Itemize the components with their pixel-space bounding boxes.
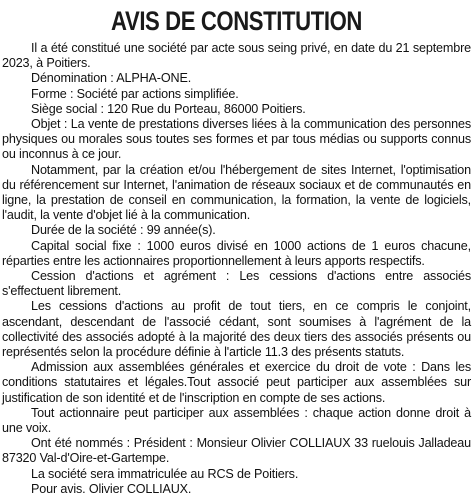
paragraph-immatriculation: La société sera immatriculée au RCS de Poitiers. <box>31 466 299 481</box>
notice-title: AVIS DE CONSTITUTION <box>111 6 362 36</box>
paragraph-capital: Capital social fixe : 1000 euros divisé en 1000 actions de 1 euros chacune, réparties entre les actionnaires proportionnellement à leurs apports respectifs. <box>2 238 471 268</box>
paragraph-siege-social: Siège social : 120 Rue du Porteau, 86000 Poitiers. <box>31 101 306 116</box>
notice-body <box>2 41 471 497</box>
paragraph-denomination: Dénomination : ALPHA-ONE. <box>31 71 192 86</box>
paragraph-duree: Durée de la société : 99 année(s). <box>31 223 216 238</box>
paragraph-constitution: Il a été constitué une société par acte sous seing privé, en date du 21 septembre 2023, à Poitiers. <box>2 41 471 71</box>
paragraph-cessions-tiers: Les cessions d'actions au profit de tout tiers, en ce compris le conjoint, ascendant, descendant de l'associé cédant, sont soumises à l'agrément de la collectivité des associés adopté à la majorité des deux tiers des associés présents ou représentés selon la procédure définie à l'article 11.3 des présents statuts. <box>2 299 471 360</box>
paragraph-droit-vote: Tout actionnaire peut participer aux assemblées : chaque action donne droit à une voix. <box>2 405 471 436</box>
paragraph-objet: Objet : La vente de prestations diverses liées à la communication des personnes physiques ou morales sous toutes ses formes et par tous médias ou supports connus ou inconnus à ce jour. <box>2 117 471 162</box>
paragraph-pour-avis: Pour avis. Olivier COLLIAUX. <box>31 481 192 496</box>
paragraph-notamment: Notamment, par la création et/ou l'hébergement de sites Internet, l'optimisation du référencement sur Internet, l'animation de réseaux sociaux et de communautés en ligne, la prestation de conseil en communication, la formation, la vente de logiciels, l'audit, la vente d'objet lié à la communication. <box>2 162 471 223</box>
paragraph-admission-assemblees: Admission aux assemblées générales et exercice du droit de vote : Dans les conditions statutaires et légales.Tout associé peut participer aux assemblées sur justification de son identité et de l'inscription en compte de ses actions. <box>2 360 471 405</box>
paragraph-cession-agrement: Cession d'actions et agrément : Les cessions d'actions entre associés s'effectuent librement. <box>2 269 471 299</box>
paragraph-nominations: Ont été nommés : Président : Monsieur Olivier COLLIAUX 33 ruelouis Jalladeau 87320 Val-d'Oire-et-Gartempe. <box>2 436 471 466</box>
paragraph-forme: Forme : Société par actions simplifiée. <box>31 86 239 101</box>
